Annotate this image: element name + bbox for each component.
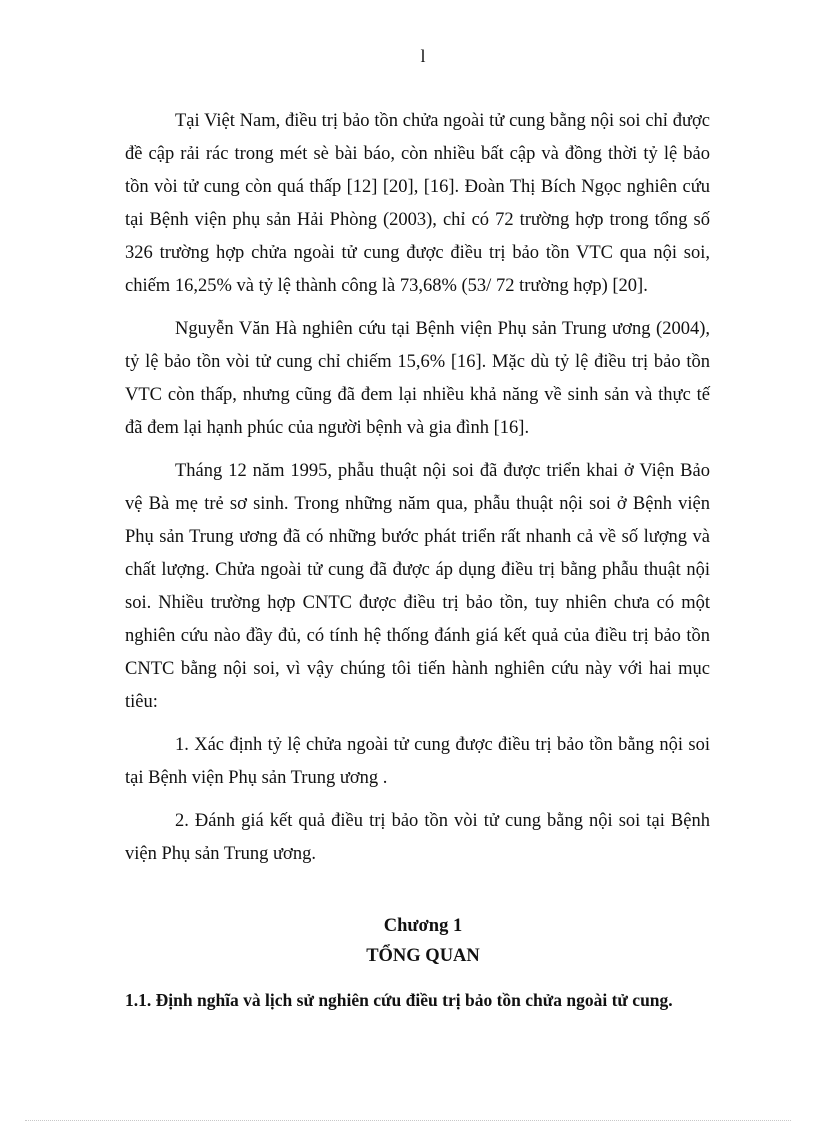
paragraph-intro-vietnam: Tại Việt Nam, điều trị bảo tồn chửa ngoài tử cung bằng nội soi chỉ được đề cập rải rác trong mét sè bài báo, còn nhiều bất cập và đồng thời tỷ lệ bảo tồn vòi tử cung còn quá thấp [12] [20], [16]. Đoàn Thị Bích Ngọc nghiên cứu tại Bệnh viện phụ sản Hải Phòng (2003), chỉ có 72 trường hợp trong tổng số 326 trường hợp chửa ngoài tử cung được điều trị bảo tồn VTC qua nội soi, chiếm 16,25% và tỷ lệ thành công là 73,68% (53/ 72 trường hợp) [20].: [125, 111, 710, 296]
paragraph-background: Tháng 12 năm 1995, phẫu thuật nội soi đã được triển khai ở Viện Bảo vệ Bà mẹ trẻ sơ sinh. Trong những năm qua, phẫu thuật nội soi ở Bệnh viện Phụ sản Trung ương đã có những bước phát triển rất nhanh cả về số lượng và chất lượng. Chửa ngoài tử cung đã được áp dụng điều trị bằng phẫu thuật nội soi. Nhiều trường hợp CNTC được điều trị bảo tồn, tuy nhiên chưa có một nghiên cứu nào đầy đủ, có tính hệ thống đánh giá kết quả của điều trị bảo tồn CNTC bằng nội soi, vì vậy chúng tôi tiến hành nghiên cứu này với hai mục tiêu:: [125, 461, 710, 712]
chapter-label: Chương 1: [383, 916, 463, 936]
paragraph-nguyen-van-ha: Nguyễn Văn Hà nghiên cứu tại Bệnh viện Phụ sản Trung ương (2004), tỷ lệ bảo tồn vòi tử cung chỉ chiếm 15,6% [16]. Mặc dù tỷ lệ điều trị bảo tồn VTC còn thấp, nhưng cũng đã đem lại nhiều khả năng về sinh sản và thực tế đã đem lại hạnh phúc của người bệnh và gia đình [16].: [125, 319, 710, 438]
chapter-title: TỔNG QUAN: [366, 946, 480, 966]
objective-2: 2. Đánh giá kết quả điều trị bảo tồn vòi tử cung bằng nội soi tại Bệnh viện Phụ sản Trung ương.: [125, 811, 710, 864]
page-bottom-divider: [25, 1120, 791, 1121]
body-text: [125, 105, 710, 871]
objective-1: 1. Xác định tỷ lệ chửa ngoài tử cung được điều trị bảo tồn bằng nội soi tại Bệnh viện Phụ sản Trung ương .: [125, 735, 710, 788]
page-number: l: [420, 46, 426, 66]
section-heading: 1.1. Định nghĩa và lịch sử nghiên cứu điều trị bảo tồn chửa ngoài tử cung.: [125, 990, 673, 1010]
